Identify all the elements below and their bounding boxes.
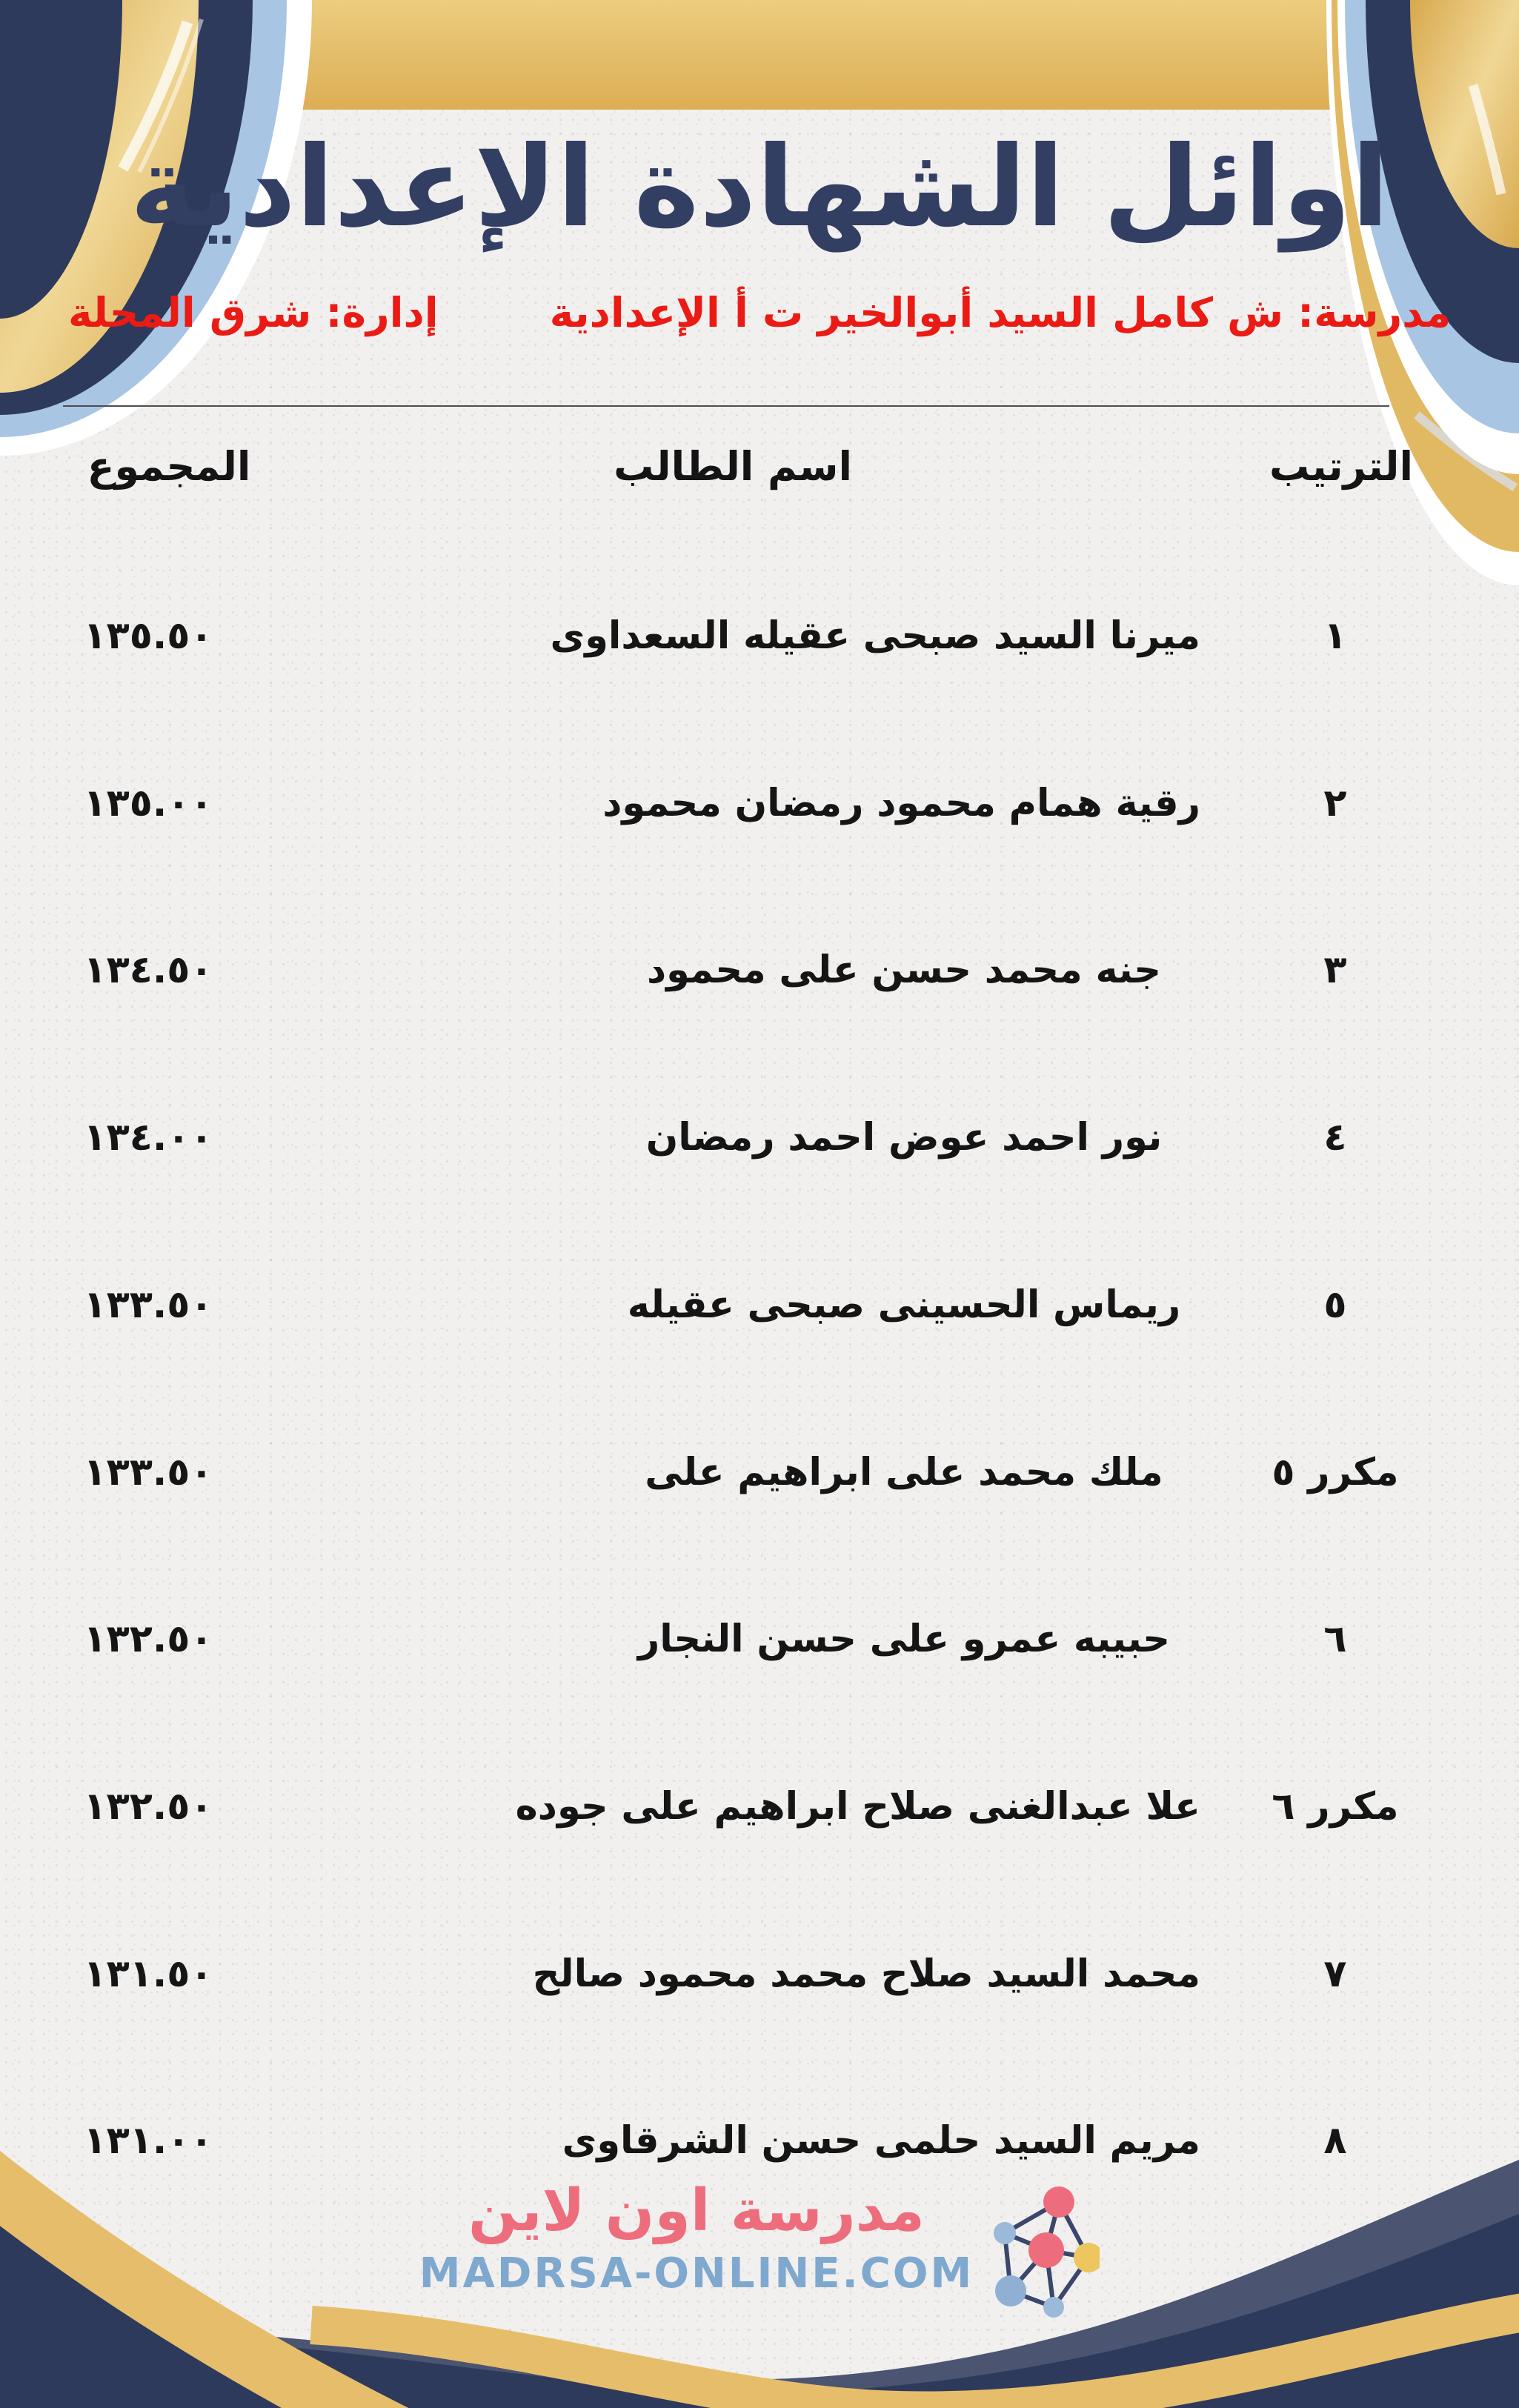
row-name: مريم السيد حلمى حسن الشرقاوى [562, 2119, 1200, 2163]
table-row [0, 767, 1519, 841]
row-total: ١٣٥.٥٠ [83, 614, 213, 658]
logo-arabic-name: مدرسة اون لاين [468, 2178, 925, 2244]
row-rank: ٦ [1323, 1617, 1347, 1662]
row-name: ملك محمد على ابراهيم على [645, 1450, 1163, 1494]
row-rank: ١ [1323, 614, 1347, 658]
table-row [0, 1101, 1519, 1175]
header-total: المجموع [87, 443, 251, 490]
school-info-line [0, 289, 1519, 336]
row-rank: ٥ [1323, 1283, 1347, 1327]
school-label: مدرسة: ش كامل السيد أبوالخير ت أ الإعدادية [549, 289, 1452, 336]
page-title: اوائل الشهادة الإعدادية [130, 123, 1389, 252]
table-row [0, 1770, 1519, 1844]
network-molecule-icon [988, 2180, 1100, 2328]
divider-line [63, 405, 1389, 407]
row-name: ريماس الحسينى صبحى عقيله [627, 1283, 1181, 1327]
row-total: ١٣٢.٥٠ [83, 1617, 213, 1662]
row-rank: ٣ [1323, 948, 1347, 993]
row-rank: مكرر ٥ [1272, 1450, 1399, 1494]
header-rank: الترتيب [1269, 443, 1413, 490]
row-name: جنه محمد حسن على محمود [647, 948, 1161, 993]
row-name: محمد السيد صلاح محمد محمود صالح [532, 1952, 1200, 1996]
table-row [0, 1268, 1519, 1343]
row-name: رقية همام محمود رمضان محمود [602, 781, 1200, 825]
table-row [0, 1603, 1519, 1677]
row-total: ١٣٣.٥٠ [83, 1450, 213, 1494]
row-total: ١٣٥.٠٠ [83, 781, 213, 825]
row-rank: مكرر ٦ [1272, 1784, 1399, 1829]
row-total: ١٣٣.٥٠ [83, 1283, 213, 1327]
header-name: اسم الطالب [614, 443, 852, 490]
row-rank: ٧ [1323, 1952, 1347, 1996]
admin-label: إدارة: شرق المحلة [67, 289, 439, 336]
row-name: ميرنا السيد صبحى عقيله السعداوى [550, 614, 1200, 658]
row-name: نور احمد عوض احمد رمضان [645, 1116, 1163, 1160]
table-row [0, 2104, 1519, 2178]
table-row [0, 1938, 1519, 2012]
row-total: ١٣٢.٥٠ [83, 1784, 213, 1829]
logo-domain: MADRSA-ONLINE.COM [419, 2249, 974, 2298]
row-total: ١٣٤.٥٠ [83, 948, 213, 993]
table-row [0, 599, 1519, 673]
row-rank: ٢ [1323, 781, 1347, 825]
row-total: ١٣١.٠٠ [83, 2119, 213, 2163]
row-name: حبيبه عمرو على حسن النجار [637, 1617, 1171, 1662]
footer-logo [0, 2180, 1519, 2328]
row-rank: ٤ [1323, 1116, 1347, 1160]
row-rank: ٨ [1323, 2119, 1347, 2163]
row-name: علا عبدالغنى صلاح ابراهيم على جوده [515, 1784, 1200, 1829]
row-total: ١٣١.٥٠ [83, 1952, 213, 1996]
footer-logo-text [419, 2180, 974, 2298]
table-row [0, 934, 1519, 1008]
table-row [0, 1436, 1519, 1510]
row-total: ١٣٤.٠٠ [83, 1116, 213, 1160]
